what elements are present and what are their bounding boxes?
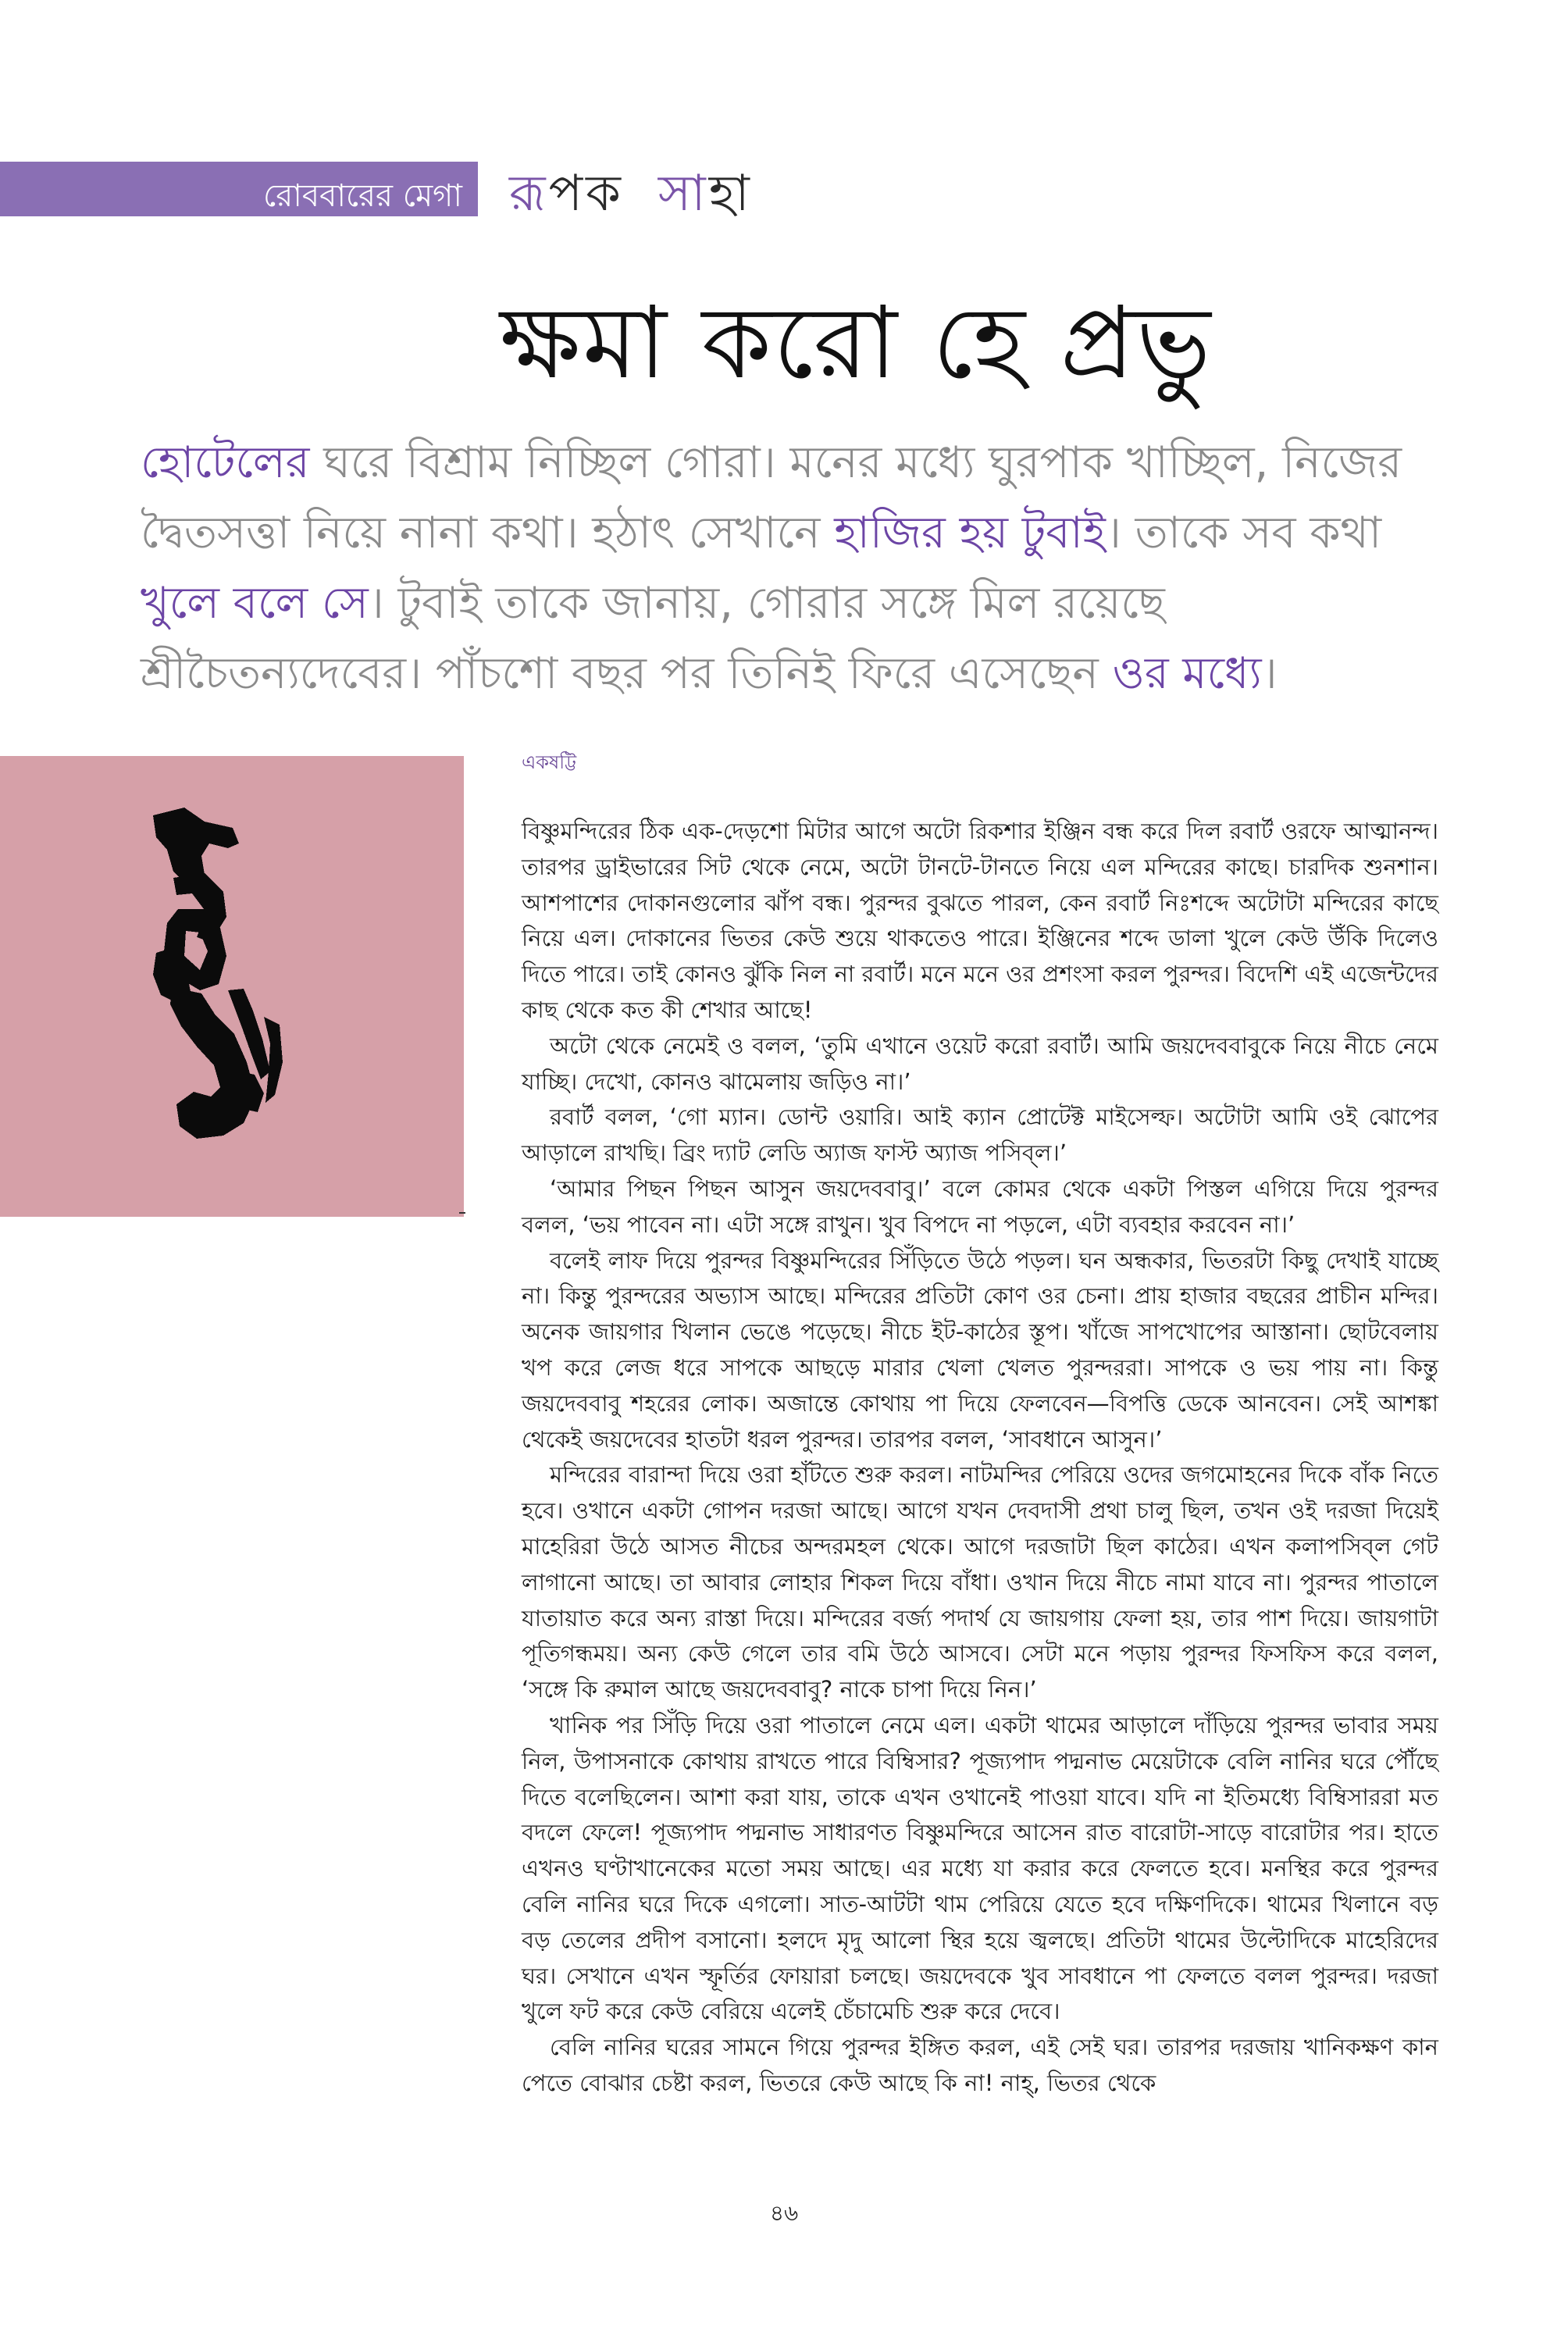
body-paragraph: অটো থেকে নেমেই ও বলল, ‘তুমি এখানে ওয়েট করো রবার্ট। আমি জয়দেববাবুকে নিয়ে নীচে নেমে যাচ্ছি। দেখো, কোনও ঝামেলায় জড়িও না।’	[522, 1032, 1438, 1095]
author-part: ক	[586, 165, 621, 223]
page-number: ৪৬	[769, 2200, 799, 2226]
lead-segment: । টুবাই তাকে জানায়, গোরার সঙ্গে মিল রয়েছে শ্রীচৈতন্যদেবের। পাঁচশো বছর পর তিনিই ফিরে এসেছেন	[141, 578, 1165, 699]
decorative-letter-icon	[0, 756, 464, 1217]
body-paragraph: খানিক পর সিঁড়ি দিয়ে ওরা পাতালে নেমে এল। একটা থামের আড়ালে দাঁড়িয়ে পুরন্দর ভাবার সময় নিল, উপাসনাকে কোথায় রাখতে পারে বিম্বিসার? পূজ্যপাদ পদ্মনাভ মেয়েটাকে বেলি নানির ঘরে পৌঁছে দিতে বলেছিলেন। আশা করা যায়, তাকে এখন ওখানেই পাওয়া যাবে। যদি না ইতিমধ্যে বিম্বিসাররা মত বদলে ফেলে! পূজ্যপাদ পদ্মনাভ সাধারণত বিষ্ণুমন্দিরে আসেন রাত বারোটা-সাড়ে বারোটার পর। হাতে এখনও ঘণ্টাখানেকের মতো সময় আছে। এর মধ্যে যা করার করে ফেলতে হবে। মনস্থির করে পুরন্দর বেলি নানির ঘরে দিকে এগলো। সাত-আটটা থাম পেরিয়ে যেতে হবে দক্ষিণদিকে। থামের খিলানে বড় বড় তেলের প্রদীপ বসানো। হলদে মৃদু আলো স্থির হয়ে জ্বলছে। প্রতিটা থামের উল্টোদিকে মাহেরিদের ঘর। সেখানে এখন স্ফূর্তির ফোয়ারা চলছে। জয়দেবকে খুব সাবধানে পা ফেলতে বলল পুরন্দর। দরজা খুলে ফট করে কেউ বেরিয়ে এলেই চেঁচামেচি শুরু করে দেবে।	[522, 1711, 1438, 2025]
body-paragraph: ‘আমার পিছন পিছন আসুন জয়দেববাবু।’ বলে কোমর থেকে একটা পিস্তল এগিয়ে দিয়ে পুরন্দর বলল, ‘ভয় পাবেন না। এটা সঙ্গে রাখুন। খুব বিপদে না পড়লে, এটা ব্যবহার করবেন না।’	[522, 1175, 1438, 1238]
lead-segment: ঘরে বিশ্রাম নিচ্ছিল গোরা। মনের মধ্যে ঘুরপাক খাচ্ছিল, নিজের দ্বৈতসত্তা নিয়ে নানা কথা। হঠাৎ সেখানে	[141, 437, 1402, 558]
section-label: রোববারের মেগা	[262, 178, 462, 214]
lead-segment: ওর মধ্যে	[1112, 648, 1262, 699]
article-body	[522, 814, 1438, 2102]
lead-segment: । তাকে সব কথা	[1105, 508, 1382, 558]
article-title: ক্ষমা করো হে প্রভু	[500, 285, 1213, 401]
author-part: রূ	[509, 165, 546, 223]
body-paragraph: রবার্ট বলল, ‘গো ম্যান। ডোন্ট ওয়ারি। আই ক্যান প্রোটেক্ট মাইসেল্ফ। অটোটা আমি ওই ঝোপের আড়ালে রাখছি। ব্রিং দ্যাট লেডি অ্যাজ ফাস্ট অ্যাজ পসিব্‌ল।’	[522, 1104, 1438, 1167]
lead-segment: হাজির হয় টুবাই	[834, 508, 1106, 558]
body-paragraph: বলেই লাফ দিয়ে পুরন্দর বিষ্ণুমন্দিরের সিঁড়িতে উঠে পড়ল। ঘন অন্ধকার, ভিতরটা কিছু দেখাই যাচ্ছে না। কিন্তু পুরন্দরের অভ্যাস আছে। মন্দিরের প্রতিটা কোণ ওর চেনা। প্রায় হাজার বছরের প্রাচীন মন্দির। অনেক জায়গার খিলান ভেঙে পড়েছে। নীচে ইট-কাঠের স্তূপ। খাঁজে সাপখোপের আস্তানা। ছোটবেলায় খপ করে লেজ ধরে সাপকে আছড়ে মারার খেলা খেলত পুরন্দররা। সাপকে ও ভয় পায় না। কিন্তু জয়দেববাবু শহরের লোক। অজান্তে কোথায় পা দিয়ে ফেলবেন—বিপত্তি ডেকে আনবেন। সেই আশঙ্কা থেকেই জয়দেবের হাতটা ধরল পুরন্দর। তারপর বলল, ‘সাবধানে আসুন।’	[522, 1246, 1438, 1453]
body-paragraph: মন্দিরের বারান্দা দিয়ে ওরা হাঁটতে শুরু করল। নাটমন্দির পেরিয়ে ওদের জগমোহনের দিকে বাঁক নিতে হবে। ওখানে একটা গোপন দরজা আছে। আগে যখন দেবদাসী প্রথা চালু ছিল, তখন ওই দরজা দিয়েই মাহেরিরা উঠে আসত নীচের অন্দরমহল থেকে। আগে দরজাটা ছিল কাঠের। এখন কলাপসিব্‌ল গেট লাগানো আছে। তা আবার লোহার শিকল দিয়ে বাঁধা। ওখান দিয়ে নীচে নামা যাবে না। পুরন্দর পাতালে যাতায়াত করে অন্য রাস্তা দিয়ে। মন্দিরের বর্জ্য পদার্থ যে জায়গায় ফেলা হয়, তার পাশ দিয়ে। জায়গাটা পূতিগন্ধময়। অন্য কেউ গেলে তার বমি উঠে আসবে। সেটা মনে পড়ায় পুরন্দর ফিসফিস করে বলল, ‘সঙ্গে কি রুমাল আছে জয়দেববাবু? নাকে চাপা দিয়ে নিন।’	[522, 1461, 1438, 1703]
lead-paragraph	[141, 428, 1421, 709]
illustration-tick	[459, 1212, 465, 1214]
author-part: প	[548, 165, 583, 223]
author-part: সা	[657, 165, 706, 223]
body-paragraph: বিষ্ণুমন্দিরের ঠিক এক-দেড়শো মিটার আগে অটো রিকশার ইঞ্জিন বন্ধ করে দিল রবার্ট ওরফে আত্মানন্দ। তারপর ড্রাইভারের সিট থেকে নেমে, অটো টানটে-টানতে নিয়ে এল মন্দিরের কাছে। চারদিক শুনশান। আশপাশের দোকানগুলোর ঝাঁপ বন্ধ। পুরন্দর বুঝতে পারল, কেন রবার্ট নিঃশব্দে অটোটা মন্দিরের কাছে নিয়ে এল। দোকানের ভিতর কেউ শুয়ে থাকতেও পারে। ইঞ্জিনের শব্দে ডালা খুলে কেউ উঁকি দিলেও দিতে পারে। তাই কোনও ঝুঁকি নিল না রবার্ট। মনে মনে ওর প্রশংসা করল পুরন্দর। বিদেশি এই এজেন্টদের কাছ থেকে কত কী শেখার আছে!	[522, 818, 1438, 1023]
author-part: হা	[708, 165, 750, 223]
lead-segment: ।	[1261, 648, 1278, 699]
body-paragraph: বেলি নানির ঘরের সামনে গিয়ে পুরন্দর ইঙ্গিত করল, এই সেই ঘর। তারপর দরজায় খানিকক্ষণ কান পেতে বোঝার চেষ্টা করল, ভিতরে কেউ আছে কি না! নাহ্‌, ভিতর থেকে	[522, 2034, 1438, 2096]
lead-segment: খুলে বলে সে	[141, 578, 369, 629]
lead-segment: হোটেলের	[141, 437, 310, 488]
section-banner	[0, 162, 478, 216]
author-name	[509, 156, 750, 223]
chapter-label: একষট্টি	[522, 751, 577, 773]
illustration	[0, 756, 464, 1217]
